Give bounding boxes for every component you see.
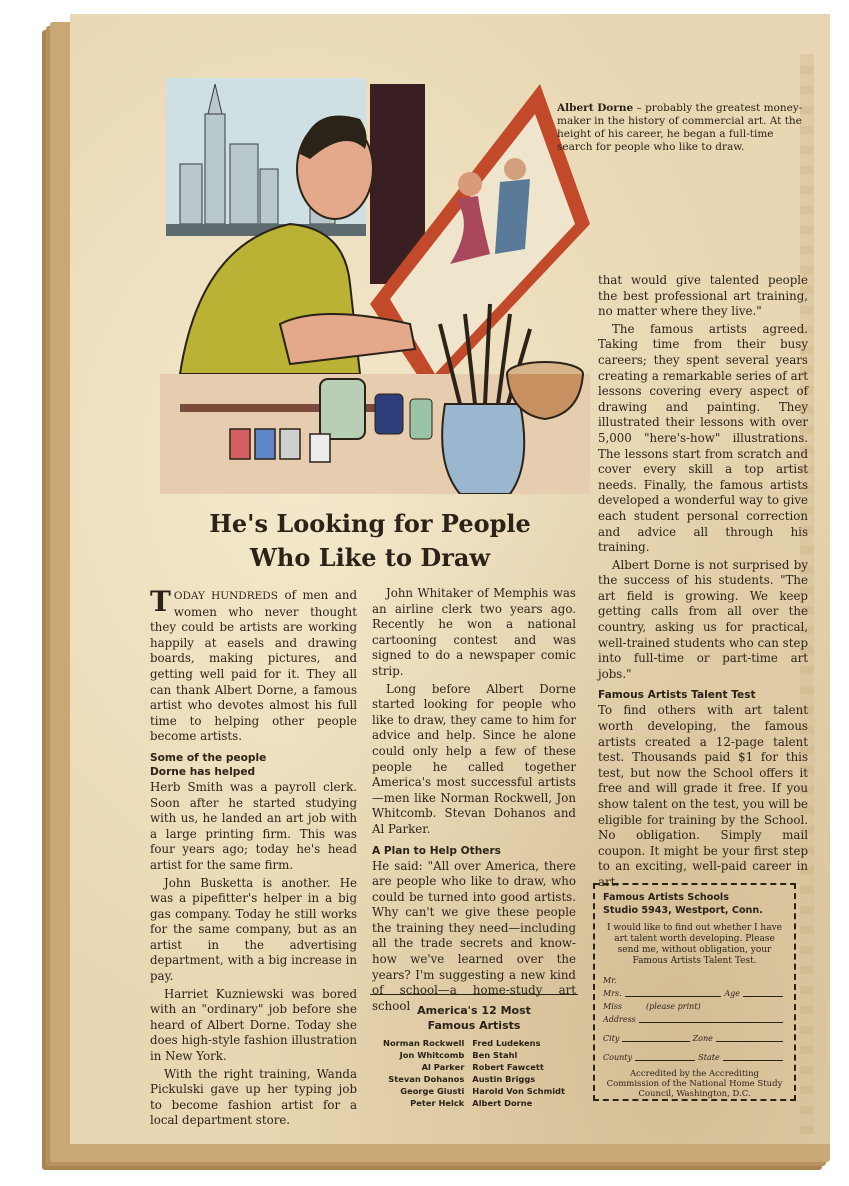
coupon-accreditation: Accredited by the Accrediting Commission of the National Home Study Council, Washington, D.C. — [606, 1069, 783, 1099]
artist-name: Jon Whitcomb — [399, 1050, 465, 1060]
county-label: County — [603, 1053, 632, 1062]
artist-name: George Giusti — [400, 1086, 465, 1096]
paragraph: Herb Smith was a payroll clerk. Soon after he started studying with us, he landed an art job with a large printing firm. This was four years ago; today he's head artist for the same firm. — [150, 779, 357, 872]
headline-line-1: He's Looking for People — [209, 509, 531, 538]
artist-name: Al Parker — [421, 1062, 465, 1072]
artist-name: Harold Von Schmidt — [472, 1086, 565, 1096]
state-field[interactable] — [723, 1060, 783, 1061]
miss-label: Miss — [603, 1002, 622, 1011]
city-field[interactable] — [622, 1041, 689, 1042]
article-column-2 — [372, 586, 576, 1016]
artist-name: Peter Helck — [410, 1098, 465, 1108]
artist-names-right — [472, 1037, 565, 1109]
name-field-row — [603, 999, 786, 1012]
mr-label: Mr. — [603, 976, 617, 985]
address-field[interactable] — [639, 1022, 783, 1023]
headline-line-2: Who Like to Draw — [249, 543, 491, 572]
list-title-line-1: America's 12 Most — [417, 1004, 531, 1017]
caption-name: Albert Dorne — [557, 102, 634, 114]
county-field-row[interactable] — [603, 1050, 786, 1063]
coupon-school-name: Famous Artists Schools — [603, 892, 729, 903]
name-field-row[interactable] — [603, 986, 786, 999]
county-field[interactable] — [635, 1060, 695, 1061]
please-print-label: (please print) — [645, 1002, 701, 1011]
subheading — [150, 751, 357, 779]
caption-text: – probably the greatest money-maker in the history of commercial art. At the height of his career, he began a full-time search for people who like to draw. — [557, 102, 803, 153]
paragraph — [150, 585, 357, 745]
coupon-body: I would like to find out whether I have art talent worth developing. Please send me, without obligation, your Famous Artists Talent Test. — [607, 923, 782, 966]
age-field[interactable] — [743, 996, 783, 997]
list-title — [370, 1003, 578, 1033]
paragraph: With the right training, Wanda Pickulski gave up her typing job to become fashion artist for a local department store. — [150, 1066, 357, 1128]
artist-names — [370, 1037, 578, 1109]
mail-in-coupon[interactable] — [593, 883, 796, 1101]
photo-caption — [557, 102, 812, 154]
paragraph: Long before Albert Dorne started looking for people who like to draw, they came to him for advice and help. Since he alone could only help a few of these people he called together America's most successful artists —men like Norman Rockwell, Jon Whitcomb. Stevan Dohanos and Al Parker. — [372, 681, 576, 836]
paragraph: He said: "All over America, there are people who like to draw, who could be turned into good artists. Why can't we give these people the training they need—including all the trade secrets and know-how we've learned over the years? I'm suggesting a new kind of school—a home-study art school — [372, 858, 576, 1013]
famous-artists-list — [370, 994, 578, 1109]
mrs-label: Mrs. — [603, 989, 622, 998]
list-title-line-2: Famous Artists — [427, 1019, 521, 1032]
coupon-studio-address: Studio 5943, Westport, Conn. — [603, 905, 763, 916]
drop-cap: T — [150, 585, 171, 618]
paragraph: Albert Dorne is not surprised by the success of his students. "The art field is growing. We keep getting calls from all over the country, asking us for practical, well-trained students who can step into full-time or part-time art jobs." — [598, 557, 808, 681]
address-field-row[interactable] — [603, 1012, 786, 1025]
zone-label: Zone — [692, 1034, 713, 1043]
name-field-row[interactable] — [603, 973, 786, 986]
article-column-3 — [598, 273, 808, 893]
headline — [150, 507, 590, 575]
age-label: Age — [724, 989, 740, 998]
subheading-line-2: Dorne has helped — [150, 765, 256, 778]
subheading: A Plan to Help Others — [372, 844, 501, 857]
coupon-header — [603, 891, 786, 917]
paragraph: John Busketta is another. He was a pipefitter's helper in a big gas company. Today he still works for the same company, but as an artist in the advertising department, with a big increase in pay. — [150, 875, 357, 984]
paragraph: The famous artists agreed. Taking time from their busy careers; they spent several years creating a remarkable series of art lessons covering every aspect of drawing and painting. They illustrated their lessons with over 5,000 "here's-how" illustrations. The lessons start from scratch and cover every skill a top artist needs. Finally, the famous artists developed a wonderful way to give each student personal correction and advice all through his training. — [598, 321, 808, 555]
address-label: Address — [603, 1015, 636, 1024]
state-label: State — [698, 1053, 720, 1062]
artist-names-left — [383, 1037, 464, 1109]
paragraph: John Whitaker of Memphis was an airline clerk two years ago. Recently he won a national cartooning contest and was signed to do a newspaper comic strip. — [372, 586, 576, 678]
artist-name: Fred Ludekens — [472, 1038, 541, 1048]
artist-name: Stevan Dohanos — [388, 1074, 465, 1084]
lead-smallcaps: ODAY HUNDREDS — [173, 590, 278, 602]
artist-name: Austin Briggs — [472, 1074, 536, 1084]
subheading: Famous Artists Talent Test — [598, 689, 756, 702]
subheading-line-1: Some of the people — [150, 751, 267, 764]
paragraph: To find others with art talent worth developing, the famous artists created a 12-page talent test. Thousands paid $1 for this test, but now the School offers it free and will grade it free. If you show talent on the test, you will be eligible for training by the School. No obligation. Simply mail coupon. It might be your first step to an exciting, well-paid career in art. — [598, 703, 808, 889]
paragraph: Harriet Kuzniewski was bored with an "ordinary" job before she heard of Albert Dorne. Today she does high-style fashion illustration in New York. — [150, 986, 357, 1064]
article-column-1 — [150, 585, 357, 1131]
artist-name: Robert Fawcett — [472, 1062, 544, 1072]
artist-name: Norman Rockwell — [383, 1038, 465, 1048]
city-label: City — [603, 1034, 620, 1043]
paragraph-text: of men and women who never thought they could be artists are working happily at easels and drawing boards, making pictures, and getting well paid for it. They all can thank Albert Dorne, a famous artist who devotes almost his full time to helping other people become artists. — [150, 588, 357, 744]
city-field-row[interactable] — [603, 1031, 786, 1044]
paragraph: that would give talented people the best professional art training, no matter where they live." — [598, 273, 808, 319]
artist-name: Albert Dorne — [472, 1098, 533, 1108]
albert-dorne-illustration — [160, 74, 590, 494]
name-field[interactable] — [625, 996, 722, 997]
zone-field[interactable] — [716, 1041, 783, 1042]
artist-name: Ben Stahl — [472, 1050, 518, 1060]
